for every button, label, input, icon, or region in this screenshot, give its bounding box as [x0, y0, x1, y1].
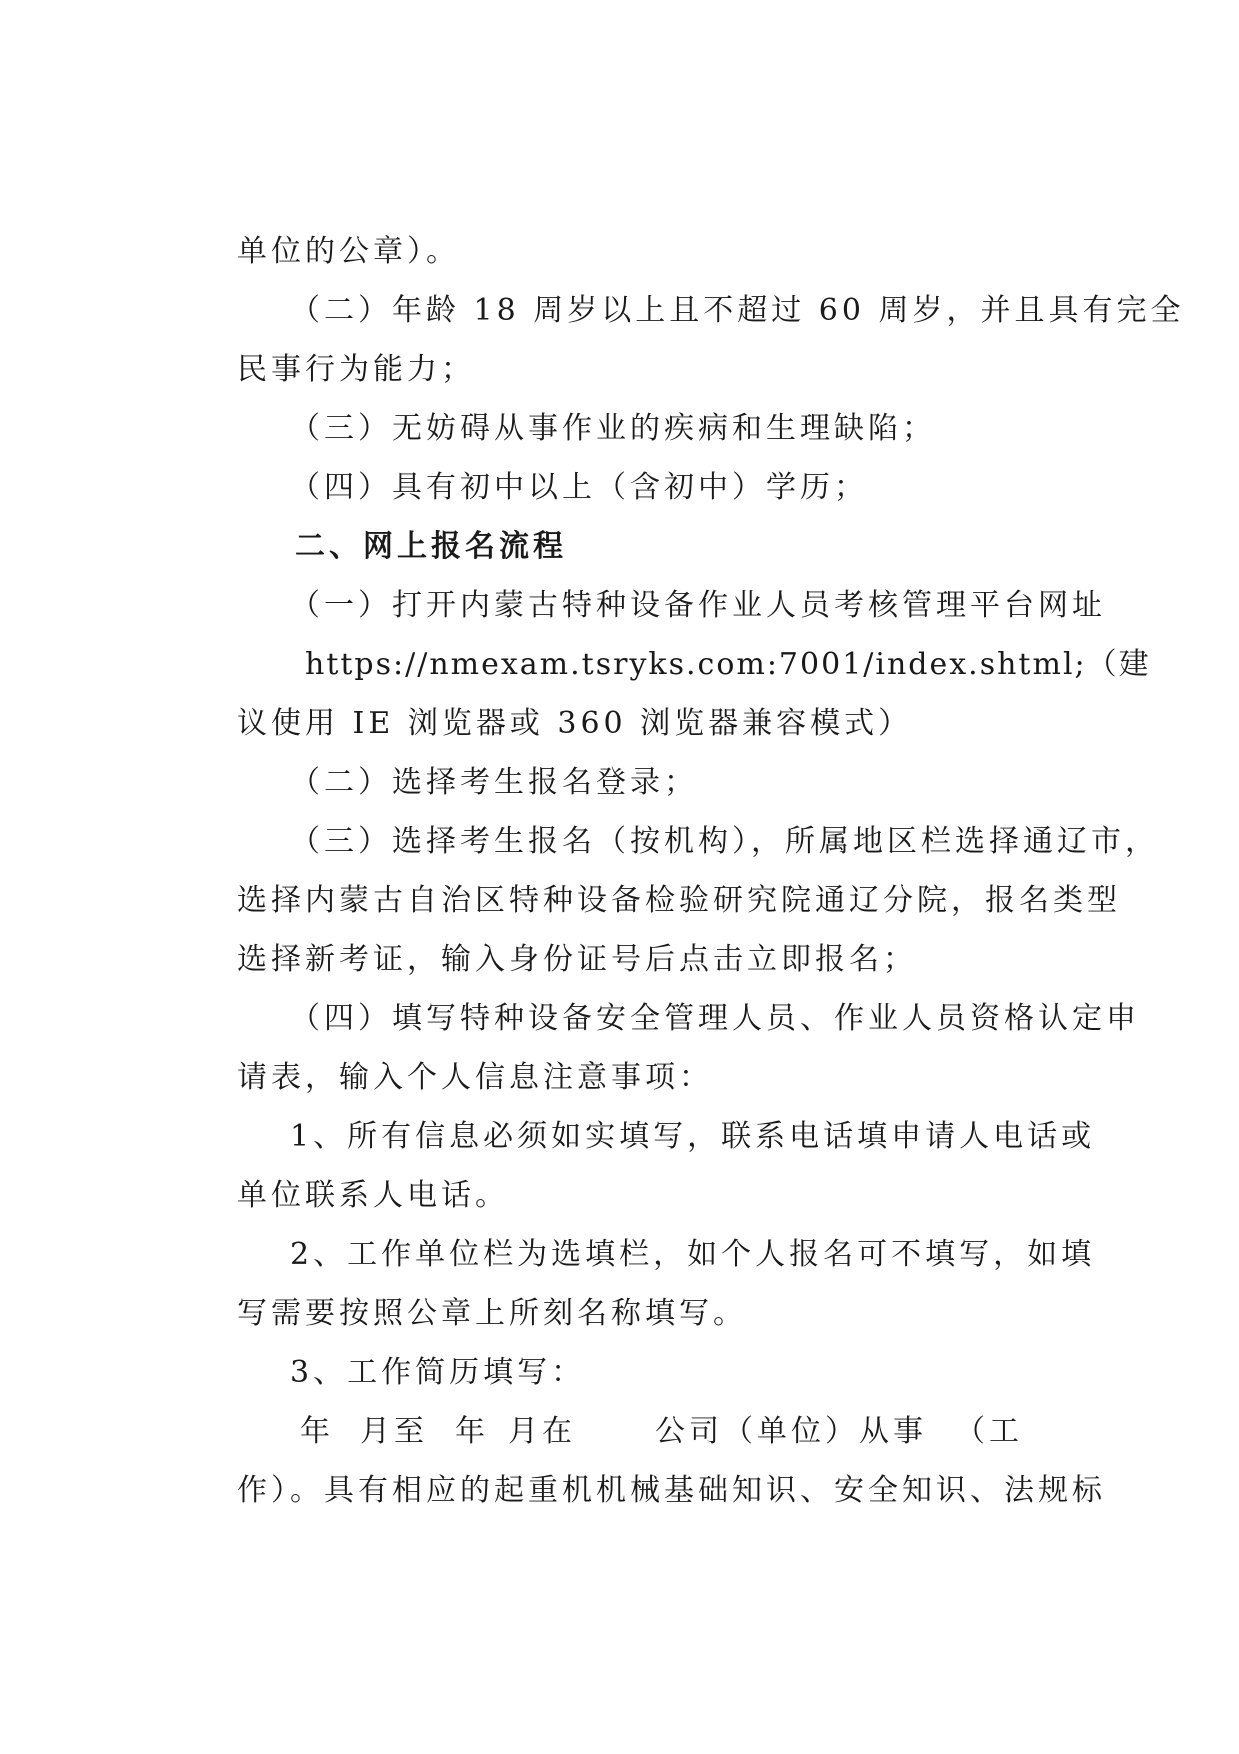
template-month-at: 月在: [508, 1414, 576, 1449]
text-line: 民事行为能力；: [237, 352, 475, 387]
text-line: （三）选择考生报名（按机构），所属地区栏选择通辽市，: [290, 824, 1159, 859]
template-year-2: 年: [455, 1414, 489, 1449]
text-line: （三）无妨碍从事作业的疾病和生理缺陷；: [290, 411, 936, 446]
text-line: 选择内蒙古自治区特种设备检验研究院通辽分院，报名类型: [237, 883, 1121, 918]
text-line: 单位联系人电话。: [237, 1178, 509, 1213]
text-line: 作）。具有相应的起重机机械基础知识、安全知识、法规标: [237, 1473, 1106, 1508]
url-line: https://nmexam.tsryks.com:7001/index.shtml;（建: [305, 647, 1151, 682]
template-month-to: 月至: [360, 1414, 428, 1449]
text-line: （一）打开内蒙古特种设备作业人员考核管理平台网址: [290, 588, 1106, 623]
text-line: 2、工作单位栏为选填栏，如个人报名可不填写，如填: [290, 1237, 1096, 1272]
section-heading: 二、网上报名流程: [295, 529, 567, 564]
text-line: 议使用 IE 浏览器或 360 浏览器兼容模式）: [237, 706, 913, 741]
text-line: （二）年龄 18 周岁以上且不超过 60 周岁，并且具有完全: [290, 293, 1185, 328]
text-line: 单位的公章）。: [237, 234, 460, 269]
work-history-template: [0, 1412, 1239, 1452]
text-line: （四）具有初中以上（含初中）学历；: [290, 470, 868, 505]
text-line: 1、所有信息必须如实填写，联系电话填申请人电话或: [290, 1119, 1096, 1154]
template-year-1: 年: [300, 1414, 334, 1449]
text-line: 3、工作简历填写：: [290, 1355, 586, 1390]
text-line: （二）选择考生报名登录；: [290, 765, 698, 800]
text-line: 请表，输入个人信息注意事项：: [237, 1060, 713, 1095]
text-line: （四）填写特种设备安全管理人员、作业人员资格认定申: [290, 1001, 1140, 1036]
template-company: 公司（单位）从事: [655, 1414, 927, 1449]
text-line: 写需要按照公章上所刻名称填写。: [237, 1296, 747, 1331]
template-work-open: （工: [955, 1414, 1023, 1449]
text-line: 选择新考证，输入身份证号后点击立即报名；: [237, 942, 917, 977]
